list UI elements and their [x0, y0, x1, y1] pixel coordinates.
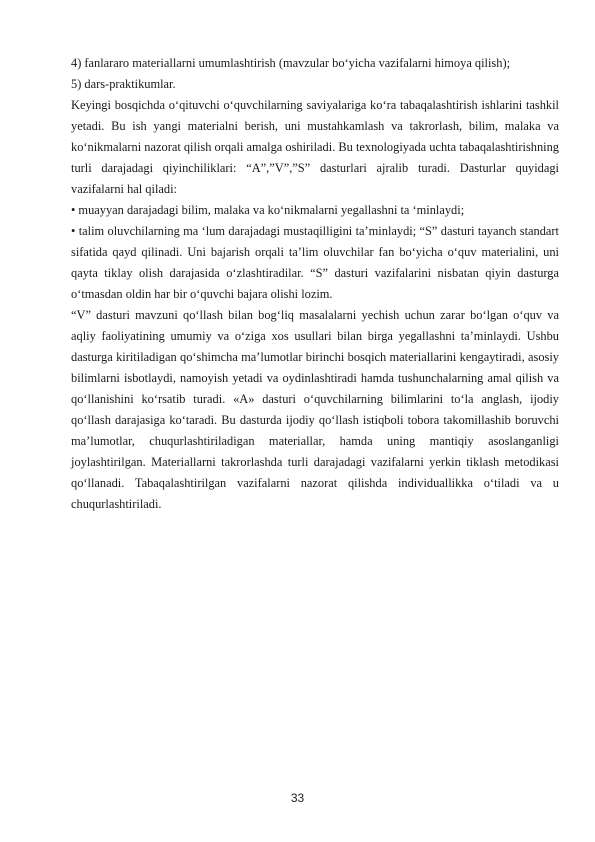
paragraph-bullet-1: • muayyan darajadagi bilim, malaka va ko‘nikmalarni yegallashni ta ‘minlaydi; [71, 203, 465, 217]
paragraph-bullet-2: • talim oluvchilarning ma ‘lum darajadagi mustaqilligini ta’minlaydi; “S” dasturi tayanch standart sifatida qayd qilinadi. Uni bajarish orqali ta’lim oluvchilar fan bo‘yicha o‘quv materialini, uni qayta tiklay olish darajasida o‘zlashtiradilar. “S” dasturi vazifalarini nisbatan qiyin dasturga o‘tmasdan oldin har bir o‘quvchi bajara olishi lozim. [71, 224, 559, 301]
paragraph-list-item-4: 4) fanlararo materiallarni umumlashtirish (mavzular bo‘yicha vazifalarni himoya qilish); [71, 56, 511, 70]
paragraph-v-program: “V” dasturi mavzuni qo‘llash bilan bog‘liq masalalarni yechish uchun zarar bo‘lgan o‘quv va aqliy faoliyatining umumiy va o‘ziga xos usullari bilan birga yegallashni ta’minlaydi. Ushbu dasturga kiritiladigan qo‘shimcha ma’lumotlar birinchi bosqich materiallarini kengaytiradi, asosiy bilimlarni isbotlaydi, namoyish yetadi va oydinlashtiradi hamda tushunchalarning amal qilish va qo‘llanishini ko‘rsatib turadi. «A» dasturi o‘quvchilarning bilimlarini to‘la anglash, ijodiy qo‘llash darajasiga ko‘taradi. Bu dasturda ijodiy qo‘llash istiqboli tobora takomillashib boruvchi ma’lumotlar, chuqurlashtiriladigan materiallar, hamda uning mantiqiy asoslanganligi joylashtirilgan. Materiallarni takrorlashda turli darajadagi vazifalarni yerkin tiklash metodikasi qo‘llanadi. Tabaqalashtirilgan vazifalarni nazorat qilishda individuallikka o‘tiladi va u chuqurlashtiriladi. [71, 308, 559, 511]
page-number: 33 [290, 791, 305, 805]
paragraph-stage-intro: Keyingi bosqichda o‘qituvchi o‘quvchilarning saviyalariga ko‘ra tabaqalashtirish ishlarini tashkil yetadi. Bu ish yangi materialni berish, uni mustahkamlash va takrorlash, bilim, malaka va ko‘nikmalarni nazorat qilish orqali amalga oshiriladi. Bu texnologiyada uchta tabaqalashtirishning turli darajadagi qiyinchiliklari: “A”,”V”,”S” dasturlari ajralib turadi. Dasturlar quyidagi vazifalarni hal qiladi: [71, 98, 559, 196]
paragraph-list-item-5: 5) dars-praktikumlar. [71, 77, 176, 91]
document-body [71, 53, 559, 515]
